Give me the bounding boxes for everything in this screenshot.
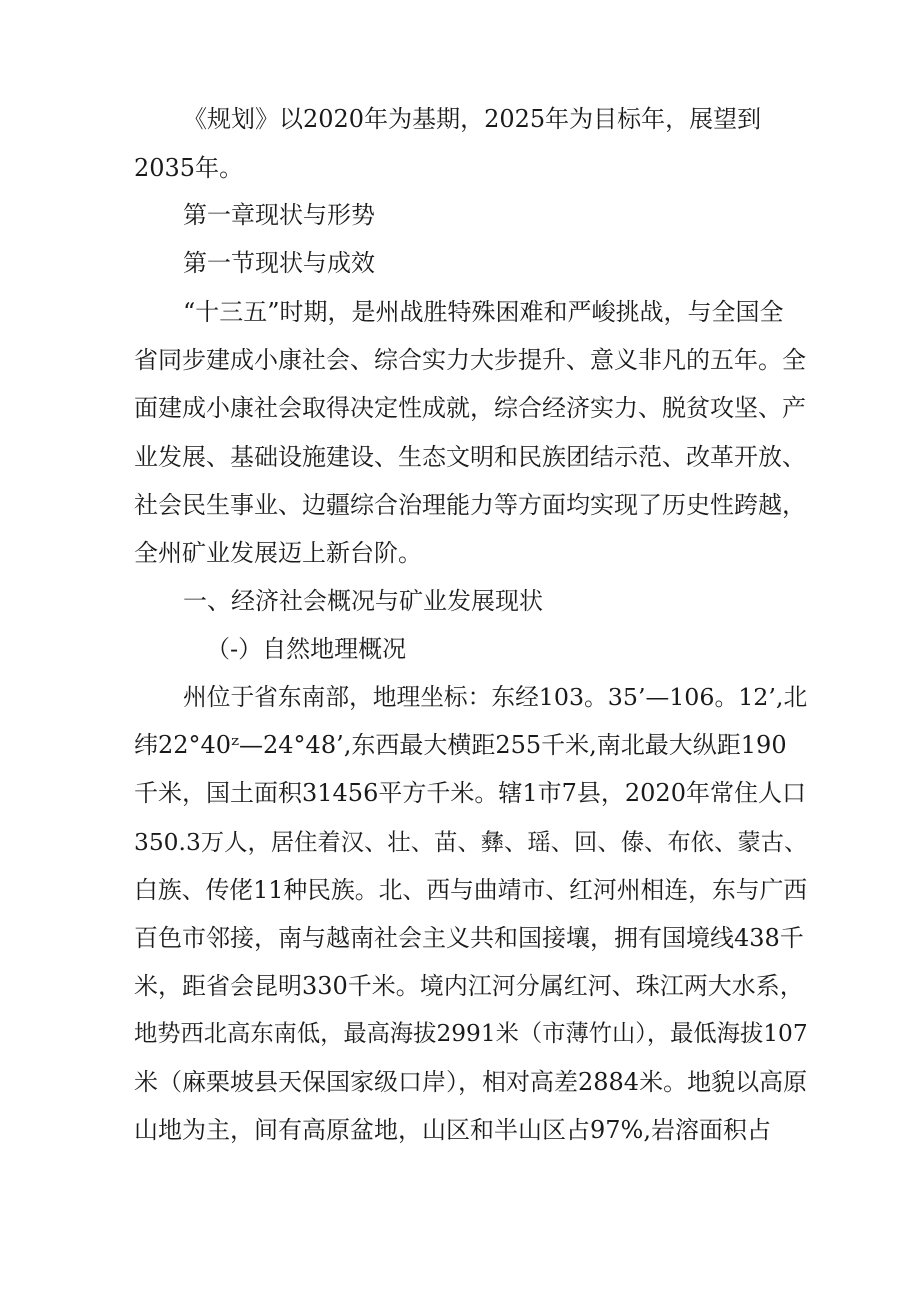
paragraph-geography-line-1: 州位于省东南部，地理坐标：东经103。35’—106。12’,北 <box>183 683 808 711</box>
sub-subsection-heading: （-）自然地理概况 <box>206 635 407 663</box>
paragraph-geography-line-9: 米（麻栗坡县天保国家级口岸），相对高差2884米。地貌以高原 <box>134 1068 808 1096</box>
paragraph-geography-line-7: 米，距省会昆明330千米。境内江河分属红河、珠江两大水系， <box>134 972 804 1000</box>
subsection-heading: 一、经济社会概况与矿业发展现状 <box>183 587 543 615</box>
paragraph-planning-period-line-1: 《规划》以2020年为基期，2025年为目标年，展望到 <box>183 105 762 133</box>
chapter-heading: 第一章现状与形势 <box>183 201 375 229</box>
paragraph-overview-line-2: 省同步建成小康社会、综合实力大步提升、意义非凡的五年。全 <box>134 346 806 374</box>
paragraph-geography-line-2: 纬22°40ᶻ—24°48’,东西最大横距255千米,南北最大纵距190 <box>134 731 787 759</box>
paragraph-geography-line-3: 千米，国土面积31456平方千米。辖1市7县，2020年常住人口 <box>134 779 806 807</box>
paragraph-overview-line-5: 社会民生事业、边疆综合治理能力等方面均实现了历史性跨越， <box>134 491 806 519</box>
paragraph-geography-line-6: 百色市邻接，南与越南社会主义共和国接壤，拥有国境线438千 <box>134 924 804 952</box>
paragraph-overview-line-4: 业发展、基础设施建设、生态文明和民族团结示范、改革开放、 <box>134 443 806 471</box>
paragraph-geography-line-4: 350.3万人，居住着汉、壮、苗、彝、瑶、回、傣、布依、蒙古、 <box>134 828 808 856</box>
section-heading: 第一节现状与成效 <box>183 249 375 277</box>
paragraph-overview-line-6: 全州矿业发展迈上新台阶。 <box>134 539 422 567</box>
paragraph-geography-line-5: 白族、传佬11种民族。北、西与曲靖市、红河州相连，东与广西 <box>134 876 808 904</box>
paragraph-overview-line-3: 面建成小康社会取得决定性成就，综合经济实力、脱贫攻坚、产 <box>134 394 806 422</box>
paragraph-overview-line-1: “十三五”时期，是州战胜特殊困难和严峻挑战，与全国全 <box>183 298 784 326</box>
paragraph-geography-line-8: 地势西北高东南低，最高海拔2991米（市薄竹山），最低海拔107 <box>134 1020 808 1047</box>
paragraph-planning-period-line-2: 2035年。 <box>134 154 244 182</box>
paragraph-geography-line-10: 山地为主，间有高原盆地，山区和半山区占97%,岩溶面积占 <box>134 1116 771 1144</box>
